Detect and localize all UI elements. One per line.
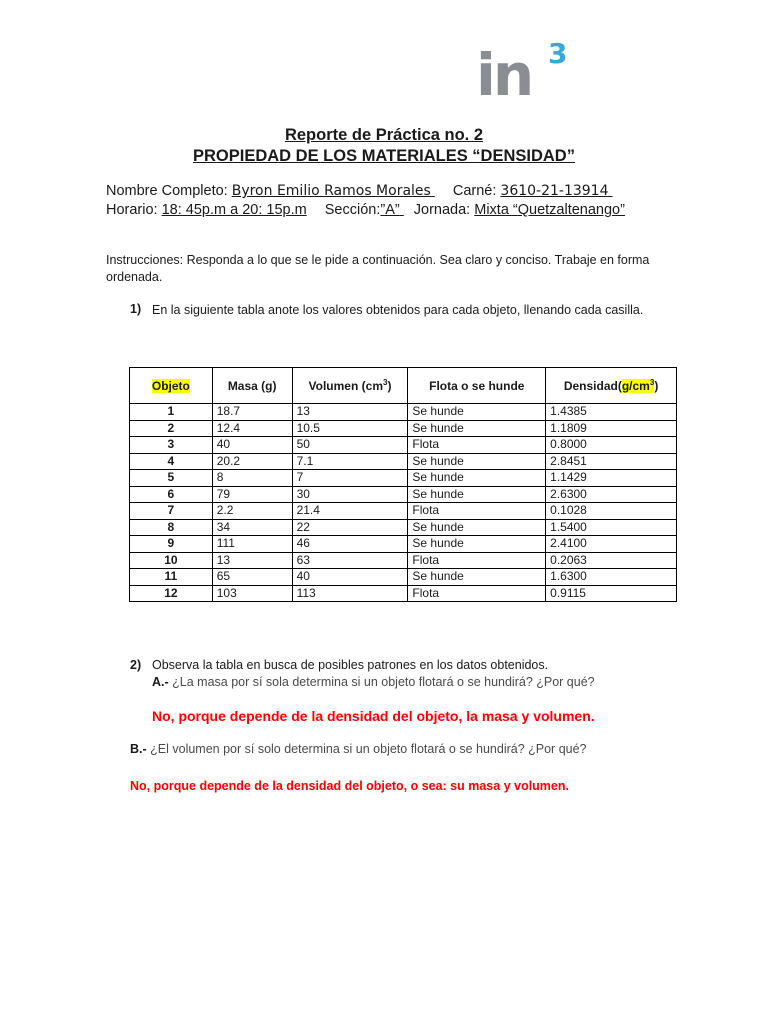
carne-label: Carné:	[452, 183, 497, 199]
table-row	[130, 453, 677, 470]
question-2b	[130, 742, 587, 756]
table-row	[130, 519, 677, 536]
table-cell: 20.2	[212, 453, 292, 470]
table-header-row	[130, 368, 677, 404]
table-cell: 0.1028	[546, 503, 677, 520]
question-1-text: En la siguiente tabla anote los valores obtenidos para cada objeto, llenando cada casilla.	[152, 303, 644, 317]
table-cell: 1.6300	[546, 569, 677, 586]
table-cell: 2.2	[212, 503, 292, 520]
table-cell: 30	[292, 486, 408, 503]
seccion-value: ”A”	[380, 202, 400, 218]
table-cell: 46	[292, 536, 408, 553]
table-cell: 50	[292, 437, 408, 454]
table-cell: Flota	[408, 437, 546, 454]
table-row	[130, 585, 677, 602]
table-cell: Se hunde	[408, 453, 546, 470]
table-cell: 7	[292, 470, 408, 487]
table-cell: Se hunde	[408, 420, 546, 437]
jornada-label: Jornada:	[413, 202, 471, 218]
table-cell: 65	[212, 569, 292, 586]
table-row	[130, 437, 677, 454]
table-row	[130, 470, 677, 487]
table-cell: 1.1429	[546, 470, 677, 487]
table-cell: Se hunde	[408, 470, 546, 487]
name-label: Nombre Completo:	[106, 183, 228, 199]
table-cell: Flota	[408, 552, 546, 569]
table-cell: Se hunde	[408, 569, 546, 586]
table-cell: 1.4385	[546, 404, 677, 421]
table-cell: 13	[292, 404, 408, 421]
table-cell: Se hunde	[408, 404, 546, 421]
schedule-line	[106, 202, 625, 218]
header-flota: Flota o se hunde	[408, 368, 546, 404]
table-cell: 22	[292, 519, 408, 536]
table-cell: 13	[212, 552, 292, 569]
institution-logo	[476, 37, 580, 109]
logo-text: in	[476, 41, 532, 109]
table-cell: 1	[130, 404, 213, 421]
table-row	[130, 569, 677, 586]
table-cell: Se hunde	[408, 486, 546, 503]
table-cell: 21.4	[292, 503, 408, 520]
question-2a-label: A.-	[152, 675, 169, 689]
name-underline	[431, 183, 453, 199]
table-cell: 40	[212, 437, 292, 454]
table-cell: Se hunde	[408, 519, 546, 536]
header-objeto: Objeto	[130, 368, 213, 404]
table-cell: 8	[212, 470, 292, 487]
table-cell: 12	[130, 585, 213, 602]
table-cell: 8	[130, 519, 213, 536]
table-cell: 7.1	[292, 453, 408, 470]
table-cell: 34	[212, 519, 292, 536]
table-cell: 2.8451	[546, 453, 677, 470]
table-cell: 0.9115	[546, 585, 677, 602]
header-volumen: Volumen $(cm^3)$	[292, 368, 408, 404]
question-2a	[152, 675, 595, 689]
header-masa: Masa (g)	[212, 368, 292, 404]
table-cell: 3	[130, 437, 213, 454]
table-row	[130, 486, 677, 503]
question-2b-text: ¿El volumen por sí solo determina si un objeto flotará o se hundirá? ¿Por qué?	[146, 742, 587, 756]
table-cell: Flota	[408, 585, 546, 602]
table-cell: 5	[130, 470, 213, 487]
question-2b-label: B.-	[130, 742, 147, 756]
answer-2b: No, porque depende de la densidad del objeto, o sea: su masa y volumen.	[130, 779, 569, 793]
report-subtitle: PROPIEDAD DE LOS MATERIALES “DENSIDAD”	[193, 147, 575, 165]
instructions: Instrucciones: Responda a lo que se le pide a continuación. Sea claro y conciso. Trabaje en forma ordenada.	[106, 253, 650, 284]
table-cell: 7	[130, 503, 213, 520]
table-cell: 2	[130, 420, 213, 437]
table-cell: 0.8000	[546, 437, 677, 454]
header-densidad: $Densidad(g/cm^3)$	[546, 368, 677, 404]
table-cell: Se hunde	[408, 536, 546, 553]
table-cell: 9	[130, 536, 213, 553]
density-table	[129, 367, 677, 602]
table-cell: 111	[212, 536, 292, 553]
table-cell: 0.2063	[546, 552, 677, 569]
name-value: Byron Emilio Ramos Morales	[231, 183, 431, 199]
logo-superscript: 3	[548, 37, 568, 70]
table-row	[130, 552, 677, 569]
student-name-line	[106, 183, 633, 199]
carne-underline	[609, 183, 633, 199]
table-cell: 103	[212, 585, 292, 602]
table-row	[130, 420, 677, 437]
table-cell: 2.4100	[546, 536, 677, 553]
table-cell: 2.6300	[546, 486, 677, 503]
table-cell: 10.5	[292, 420, 408, 437]
table-cell: 10	[130, 552, 213, 569]
table-cell: 40	[292, 569, 408, 586]
question-2-number: 2)	[130, 658, 142, 672]
jornada-value: Mixta “Quetzaltenango”	[474, 202, 625, 218]
seccion-label: Sección:	[324, 202, 381, 218]
table-cell: 1.1809	[546, 420, 677, 437]
table-cell: 18.7	[212, 404, 292, 421]
answer-2a: No, porque depende de la densidad del objeto, la masa y volumen.	[152, 708, 595, 724]
table-row	[130, 503, 677, 520]
table-cell: Flota	[408, 503, 546, 520]
question-2-text: Observa la tabla en busca de posibles patrones en los datos obtenidos.	[152, 658, 549, 672]
question-2a-text: ¿La masa por sí sola determina si un objeto flotará o se hundirá? ¿Por qué?	[168, 675, 595, 689]
table-row	[130, 404, 677, 421]
table-row	[130, 536, 677, 553]
table-cell: 4	[130, 453, 213, 470]
table-cell: 113	[292, 585, 408, 602]
horario-value: 18: 45p.m a 20: 15p.m	[161, 202, 307, 218]
carne-value: 3610-21-13914	[500, 183, 609, 199]
table-cell: 1.5400	[546, 519, 677, 536]
horario-label: Horario:	[106, 202, 158, 218]
question-1-number: 1)	[130, 302, 142, 316]
table-cell: 63	[292, 552, 408, 569]
table-cell: 6	[130, 486, 213, 503]
table-cell: 79	[212, 486, 292, 503]
table-cell: 11	[130, 569, 213, 586]
report-title: Reporte de Práctica no. 2	[284, 126, 484, 144]
table-cell: 12.4	[212, 420, 292, 437]
